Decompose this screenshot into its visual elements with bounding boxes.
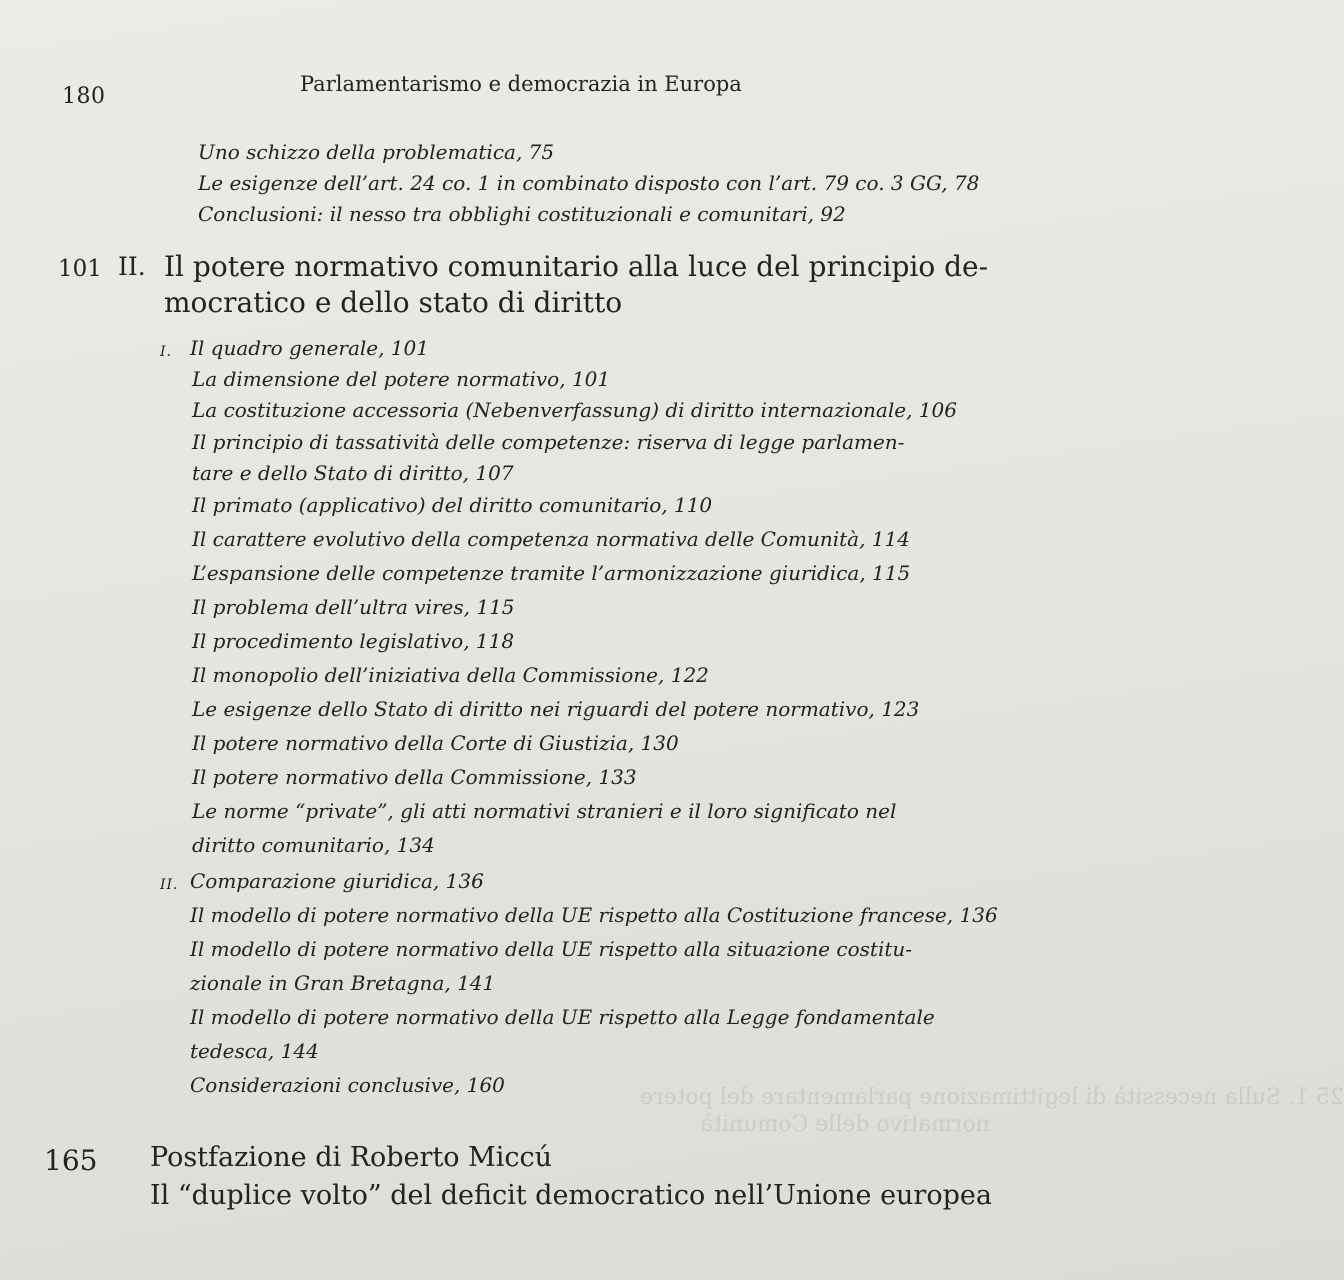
toc-entry: tare e dello Stato di diritto, 107: [192, 461, 514, 485]
toc-entry: Considerazioni conclusive, 160: [190, 1073, 505, 1097]
toc-entry: Il principio di tassatività delle competenze: riserva di legge parlamen-: [192, 430, 905, 454]
toc-entry: Il procedimento legislativo, 118: [192, 629, 515, 653]
running-title: Parlamentarismo e democrazia in Europa: [300, 72, 742, 96]
toc-entry: diritto comunitario, 134: [192, 833, 435, 857]
postface-subtitle: Il “duplice volto” del deficit democratico nell’Unione europea: [150, 1180, 992, 1211]
toc-entry: Conclusioni: il nesso tra obblighi costituzionali e comunitari, 92: [198, 202, 846, 226]
toc-entry: tedesca, 144: [190, 1039, 319, 1063]
toc-entry: L’espansione delle competenze tramite l’armonizzazione giuridica, 115: [192, 561, 911, 585]
toc-entry: Il modello di potere normativo della UE rispetto alla Costituzione francese, 136: [190, 903, 998, 927]
page-number: 180: [62, 84, 106, 109]
toc-entry: Il primato (applicativo) del diritto comunitario, 110: [192, 493, 713, 517]
show-through-line: normativo delle Comunità: [700, 1112, 990, 1137]
section-heading: Comparazione giuridica, 136: [190, 869, 484, 893]
toc-entry: zionale in Gran Bretagna, 141: [190, 971, 496, 995]
toc-entry: Le norme “private”, gli atti normativi stranieri e il loro significato nel: [192, 799, 897, 823]
toc-entry: Il potere normativo della Commissione, 133: [192, 765, 637, 789]
toc-entry: Il problema dell’ultra vires, 115: [192, 595, 515, 619]
section-heading: Il quadro generale, 101: [190, 336, 429, 360]
chapter-title-line: Il potere normativo comunitario alla luce del principio de-: [164, 250, 989, 283]
toc-entry: La dimensione del potere normativo, 101: [192, 367, 611, 391]
toc-entry: Il modello di potere normativo della UE rispetto alla situazione costitu-: [190, 937, 913, 961]
toc-entry: Il modello di potere normativo della UE rispetto alla Legge fondamentale: [190, 1005, 935, 1029]
toc-entry: Le esigenze dello Stato di diritto nei riguardi del potere normativo, 123: [192, 697, 920, 721]
section-numeral: I.: [160, 344, 172, 360]
toc-entry: Il potere normativo della Corte di Giustizia, 130: [192, 731, 679, 755]
toc-entry: Uno schizzo della problematica, 75: [198, 140, 555, 164]
toc-entry: La costituzione accessoria (Nebenverfassung) di diritto internazionale, 106: [192, 398, 957, 422]
chapter-numeral: II.: [118, 252, 146, 281]
toc-entry: Il monopolio dell’iniziativa della Commissione, 122: [192, 663, 709, 687]
show-through-line: 25 1. Sulla necessità di legittimazione parlamentare del potere: [640, 1085, 1344, 1110]
section-numeral: II.: [160, 877, 179, 893]
toc-entry: Il carattere evolutivo della competenza normativa delle Comunità, 114: [192, 527, 910, 551]
postface-page-number: 165: [44, 1144, 98, 1177]
postface-title: Postfazione di Roberto Miccú: [150, 1142, 553, 1173]
toc-entry: Le esigenze dell’art. 24 co. 1 in combinato disposto con l’art. 79 co. 3 GG, 78: [198, 171, 980, 195]
chapter-title-line: mocratico e dello stato di diritto: [164, 286, 623, 319]
chapter-page-number: 101: [58, 256, 102, 282]
